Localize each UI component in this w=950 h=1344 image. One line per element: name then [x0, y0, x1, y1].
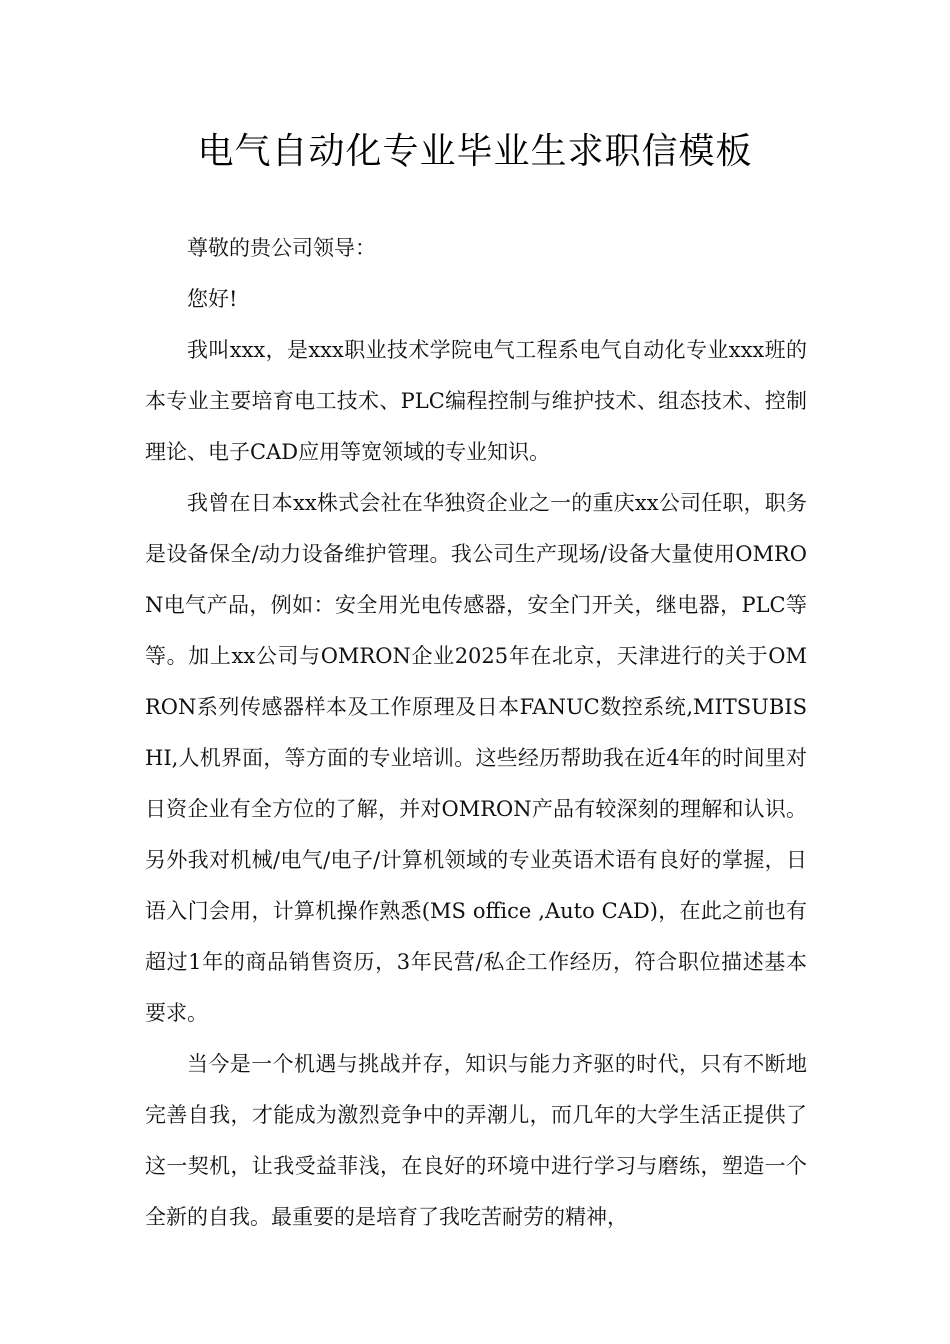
paragraph-self-development: 当今是一个机遇与挑战并存，知识与能力齐驱的时代，只有不断地完善自我，才能成为激烈竞争中的弄潮儿，而几年的大学生活正提供了这一契机，让我受益菲浅，在良好的环境中进行学习与磨练，塑造一个全新的自我。最重要的是培育了我吃苦耐劳的精神，: [145, 1052, 807, 1229]
salutation: 尊敬的贵公司领导：: [187, 236, 376, 260]
document-body: [145, 223, 807, 1243]
document-title: 电气自动化专业毕业生求职信模板: [197, 131, 753, 172]
paragraph-work-experience: 我曾在日本xx株式会社在华独资企业之一的重庆xx公司任职，职务是设备保全/动力设备维护管理。我公司生产现场/设备大量使用OMRON电气产品，例如：安全用光电传感器，安全门开关，继电器，PLC等等。加上xx公司与OMRON企业2025年在北京，天津进行的关于OMRON系列传感器样本及工作原理及日本FANUC数控系统,MITSUBISHI,人机界面，等方面的专业培训。这些经历帮助我在近4年的时间里对日资企业有全方位的了解，并对OMRON产品有较深刻的理解和认识。另外我对机械/电气/电子/计算机领域的专业英语术语有良好的掌握，日语入门会用，计算机操作熟悉(MS office ,Auto CAD)，在此之前也有超过1年的商品销售资历，3年民营/私企工作经历，符合职位描述基本要求。: [145, 491, 807, 1025]
paragraph-introduction: 我叫xxx，是xxx职业技术学院电气工程系电气自动化专业xxx班的本专业主要培育电工技术、PLC编程控制与维护技术、组态技术、控制理论、电子CAD应用等宽领域的专业知识。: [145, 338, 807, 464]
greeting: 您好!: [187, 287, 238, 311]
